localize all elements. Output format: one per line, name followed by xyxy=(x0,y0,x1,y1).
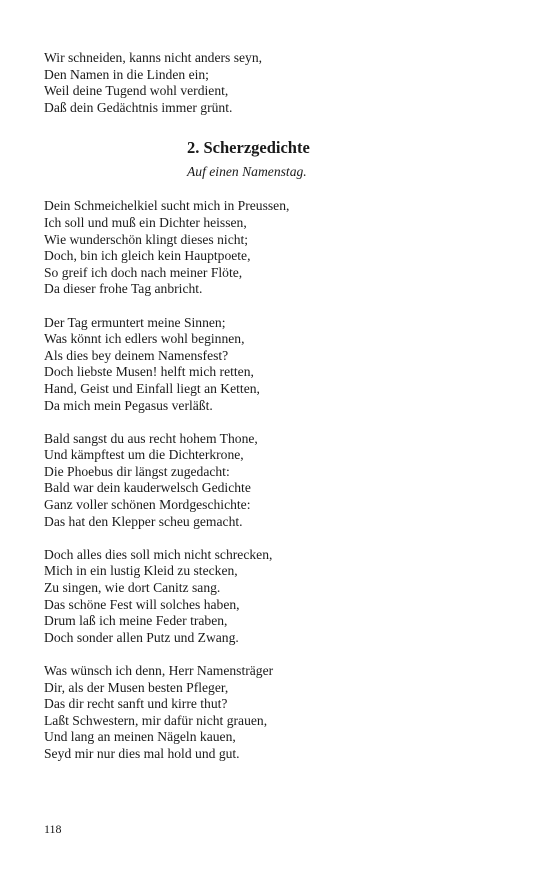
verse-line: Mich in ein lustig Kleid zu stecken, xyxy=(44,563,238,579)
verse-line: Weil deine Tugend wohl verdient, xyxy=(44,83,229,99)
poem-subtitle: Auf einen Namenstag. xyxy=(187,164,307,180)
stanza-3 xyxy=(44,431,514,531)
verse-line: Zu singen, wie dort Canitz sang. xyxy=(44,580,221,596)
verse-line: Doch liebste Musen! helft mich retten, xyxy=(44,364,254,380)
verse-line: Doch, bin ich gleich kein Hauptpoete, xyxy=(44,248,251,264)
verse-line: Laßt Schwestern, mir dafür nicht grauen, xyxy=(44,712,268,728)
verse-line: Was wünsch ich denn, Herr Namensträger xyxy=(44,663,274,678)
opening-stanza xyxy=(44,50,514,116)
verse-line: Dir, als der Musen besten Pfleger, xyxy=(44,679,229,695)
verse-line: Und kämpftest um die Dichterkrone, xyxy=(44,447,244,463)
verse-line: Da mich mein Pegasus verläßt. xyxy=(44,397,213,413)
section-heading xyxy=(44,138,514,180)
verse-line: Ganz voller schönen Mordgeschichte: xyxy=(44,497,251,513)
verse-line: Ich soll und muß ein Dichter heissen, xyxy=(44,214,247,230)
verse-line: Wir schneiden, kanns nicht anders seyn, xyxy=(44,50,263,65)
book-page xyxy=(44,50,514,763)
verse-line: Der Tag ermuntert meine Sinnen; xyxy=(44,314,226,330)
verse-line: Das schöne Fest will solches haben, xyxy=(44,596,240,612)
verse-line: Seyd mir nur dies mal hold und gut. xyxy=(44,745,240,761)
verse-line: Und lang an meinen Nägeln kauen, xyxy=(44,729,236,745)
verse-line: Bald sangst du aus recht hohem Thone, xyxy=(44,430,258,446)
verse-line: Die Phoebus dir längst zugedacht: xyxy=(44,463,230,479)
verse-line: Da dieser frohe Tag anbricht. xyxy=(44,281,203,297)
verse-line: So greif ich doch nach meiner Flöte, xyxy=(44,264,243,280)
stanza-4 xyxy=(44,547,514,647)
verse-line: Den Namen in die Linden ein; xyxy=(44,66,209,82)
verse-line: Doch alles dies soll mich nicht schrecken, xyxy=(44,546,273,562)
verse-line: Doch sonder allen Putz und Zwang. xyxy=(44,629,239,645)
verse-line: Daß dein Gedächtnis immer grünt. xyxy=(44,99,233,115)
page-number: 118 xyxy=(44,822,62,836)
stanza-1 xyxy=(44,198,514,298)
verse-line: Das hat den Klepper scheu gemacht. xyxy=(44,513,243,529)
section-title: 2. Scherzgedichte xyxy=(187,138,310,158)
verse-line: Hand, Geist und Einfall liegt an Ketten, xyxy=(44,380,260,396)
verse-line: Als dies bey deinem Namensfest? xyxy=(44,347,229,363)
stanza-2 xyxy=(44,315,514,415)
stanza-5 xyxy=(44,663,514,763)
verse-line: Was könnt ich edlers wohl beginnen, xyxy=(44,331,245,347)
verse-line: Bald war dein kauderwelsch Gedichte xyxy=(44,480,251,496)
verse-line: Dein Schmeichelkiel sucht mich in Preussen, xyxy=(44,198,290,214)
verse-line: Wie wunderschön klingt dieses nicht; xyxy=(44,231,249,247)
verse-line: Das dir recht sanft und kirre thut? xyxy=(44,696,228,712)
verse-line: Drum laß ich meine Feder traben, xyxy=(44,613,228,629)
